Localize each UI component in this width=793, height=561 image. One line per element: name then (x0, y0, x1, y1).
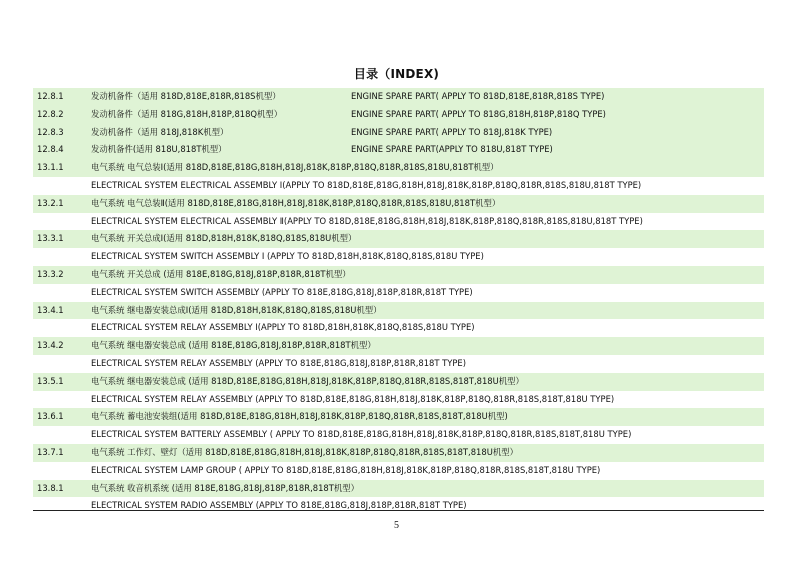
english-entry: ELECTRICAL SYSTEM BATTERLY ASSEMBLY ( APPLY TO 818D,818E,818G,818H,818J,818K,818P,818Q,818R,818S,818T,818U TYPE) (91, 429, 632, 440)
index-row-english (33, 355, 764, 373)
section-number: 13.1.1 (37, 162, 64, 173)
section-number: 13.4.1 (37, 304, 64, 315)
chinese-entry: 发动机备件（适用 818D,818E,818R,818S机型） (91, 91, 281, 101)
chinese-entry: 电气系统 开关总成 (适用 818E,818G,818J,818P,818R,818T机型） (91, 268, 351, 279)
index-row (33, 106, 764, 124)
index-row-english (33, 462, 764, 480)
index-row (33, 124, 764, 142)
chinese-entry: 发动机备件（适用 818G,818H,818P,818Q机型） (91, 108, 283, 119)
index-row-english (33, 391, 764, 409)
index-row-english (33, 284, 764, 302)
english-entry: ELECTRICAL SYSTEM ELECTRICAL ASSEMBLY Ⅰ(APPLY TO 818D,818E,818G,818H,818J,818K,818P,818Q,818R,818S,818U,818T TYPE) (91, 179, 642, 190)
index-row (33, 408, 764, 426)
index-row-english (33, 497, 764, 515)
index-row-english (33, 248, 764, 266)
section-number: 13.7.1 (37, 446, 64, 457)
chinese-entry: 电气系统 电气总装Ⅰ(适用 818D,818E,818G,818H,818J,818K,818P,818Q,818R,818S,818U,818T机型） (91, 162, 499, 173)
english-entry: ENGINE SPARE PART(APPLY TO 818U,818T TYPE) (351, 144, 553, 155)
english-entry: ELECTRICAL SYSTEM SWITCH ASSEMBLY (APPLY TO 818E,818G,818J,818P,818R,818T TYPE) (91, 286, 473, 297)
chinese-entry: 电气系统 工作灯、壁灯（适用 818D,818E,818G,818H,818J,818K,818P,818Q,818R,818S,818T,818U机型） (91, 446, 518, 457)
index-title: 目录（INDEX) (353, 67, 440, 81)
chinese-entry: 电气系统 继电器安装总成Ⅰ(适用 818D,818H,818K,818Q,818S,818U机型） (91, 304, 382, 315)
english-entry: ENGINE SPARE PART( APPLY TO 818D,818E,818R,818S TYPE) (351, 91, 605, 101)
section-number: 13.3.2 (37, 268, 64, 279)
page-number: 5 (394, 520, 399, 531)
index-row-english (33, 319, 764, 337)
index-table (33, 88, 764, 515)
section-number: 13.3.1 (37, 233, 64, 244)
section-number: 13.6.1 (37, 411, 64, 422)
chinese-entry: 电气系统 电气总装Ⅱ(适用 818D,818E,818G,818H,818J,818K,818P,818Q,818R,818S,818U,818T机型） (91, 197, 501, 208)
index-row-english (33, 177, 764, 195)
english-entry: ELECTRICAL SYSTEM RELAY ASSEMBLY Ⅰ(APPLY TO 818D,818H,818K,818Q,818S,818U TYPE) (91, 322, 475, 333)
index-row-english (33, 213, 764, 231)
index-row (33, 141, 764, 159)
index-row (33, 230, 764, 248)
section-number: 13.2.1 (37, 197, 64, 208)
section-number: 13.5.1 (37, 375, 64, 386)
footer-rule (33, 510, 764, 511)
index-row (33, 88, 764, 106)
english-entry: ENGINE SPARE PART( APPLY TO 818J,818K TYPE) (351, 126, 553, 137)
chinese-entry: 电气系统 收音机系统 (适用 818E,818G,818J,818P,818R,818T机型） (91, 482, 359, 493)
index-row-english (33, 426, 764, 444)
index-row (33, 480, 764, 498)
english-entry: ENGINE SPARE PART( APPLY TO 818G,818H,818P,818Q TYPE) (351, 108, 606, 119)
index-row (33, 302, 764, 320)
chinese-entry: 发动机备件（适用 818J,818K机型） (91, 126, 229, 137)
index-row (33, 159, 764, 177)
english-entry: ELECTRICAL SYSTEM RELAY ASSEMBLY (APPLY TO 818E,818G,818J,818P,818R,818T TYPE) (91, 357, 466, 368)
chinese-entry: 电气系统 蓄电池安装组(适用 818D,818E,818G,818H,818J,818K,818P,818Q,818R,818S,818T,818U机型) (91, 411, 508, 422)
chinese-entry: 电气系统 继电器安装总成 (适用 818D,818E,818G,818H,818J,818K,818P,818Q,818R,818S,818T,818U机型） (91, 375, 524, 386)
english-entry: ELECTRICAL SYSTEM RADIO ASSEMBLY (APPLY TO 818E,818G,818J,818P,818R,818T TYPE) (91, 500, 467, 511)
section-number: 13.4.2 (37, 340, 64, 351)
english-entry: ELECTRICAL SYSTEM RELAY ASSEMBLY (APPLY TO 818D,818E,818G,818H,818J,818K,818P,818Q,818R,818S,818T,818U TYPE) (91, 393, 615, 404)
index-row (33, 337, 764, 355)
index-row (33, 266, 764, 284)
section-number: 12.8.3 (37, 126, 64, 137)
english-entry: ELECTRICAL SYSTEM SWITCH ASSEMBLY Ⅰ (APPLY TO 818D,818H,818K,818Q,818S,818U TYPE) (91, 251, 484, 262)
section-number: 12.8.2 (37, 108, 64, 119)
index-row (33, 373, 764, 391)
chinese-entry: 电气系统 开关总成Ⅰ(适用 818D,818H,818K,818Q,818S,818U机型） (91, 233, 357, 244)
index-row (33, 444, 764, 462)
english-entry: ELECTRICAL SYSTEM ELECTRICAL ASSEMBLY Ⅱ(APPLY TO 818D,818E,818G,818H,818J,818K,818P,818Q,818R,818S,818U,818T TYPE) (91, 215, 643, 226)
section-number: 12.8.4 (37, 144, 64, 155)
index-row (33, 195, 764, 213)
section-number: 13.8.1 (37, 482, 64, 493)
chinese-entry: 电气系统 继电器安装总成 (适用 818E,818G,818J,818P,818R,818T机型） (91, 340, 376, 351)
english-entry: ELECTRICAL SYSTEM LAMP GROUP ( APPLY TO 818D,818E,818G,818H,818J,818K,818P,818Q,818R,818S,818T,818U TYPE) (91, 464, 601, 475)
section-number: 12.8.1 (37, 91, 64, 101)
chinese-entry: 发动机备件(适用 818U,818T机型） (91, 144, 227, 155)
